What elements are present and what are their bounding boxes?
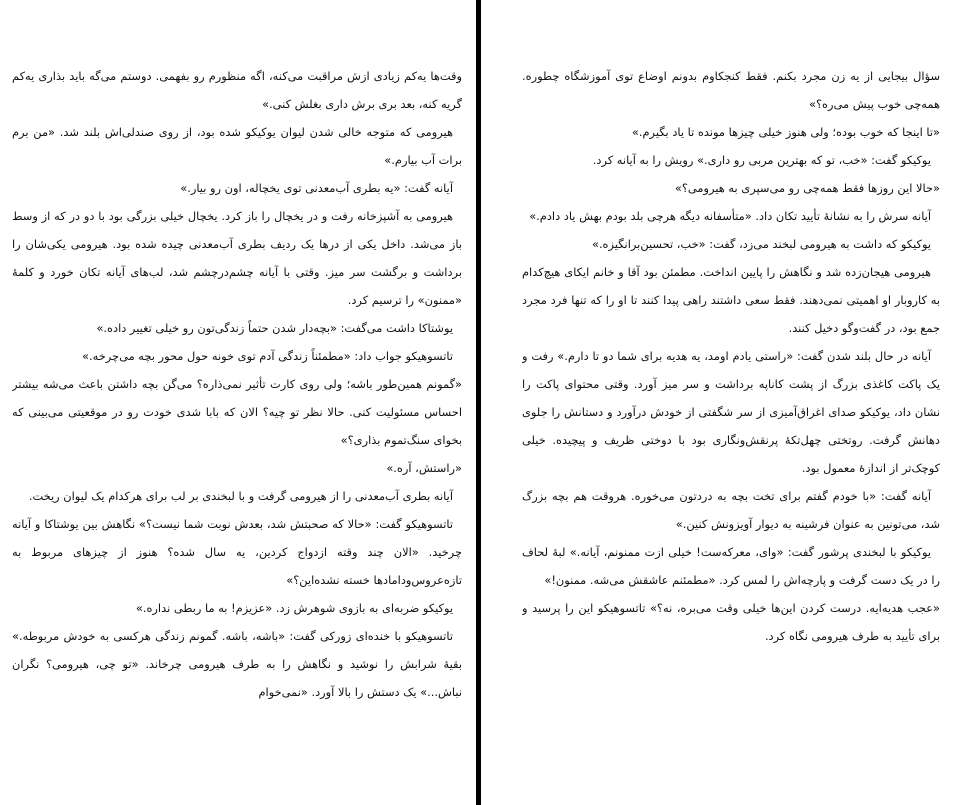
paragraph: سؤال بیجایی از یه زن مجرد بکنم. فقط کنجکاوم بدونم اوضاع توی آموزشگاه چطوره. همه‌چی خوب پیش می‌ره؟» <box>522 69 940 111</box>
paragraph: هیرومی هیجان‌زده شد و نگاهش را پایین انداخت. مطمئن بود آقا و خانم ایکای هیچ‌کدام به کاروبار او اهمیتی نمی‌دهند. فقط سعی داشتند راهی پیدا کنند تا او را که تنها فرد مجرد جمع بود، در گفت‌وگو دخیل کنند. <box>522 265 940 335</box>
paragraph: «عجب هدیه‌ایه. درست کردن این‌ها خیلی وقت می‌بره، نه؟» تاتسوهیکو این را پرسید و برای تأیید به طرف هیرومی نگاه کرد. <box>522 601 940 643</box>
paragraph: «حالا این روزها فقط همه‌چی رو می‌سپری به هیرومی؟» <box>674 181 940 195</box>
paragraph: یوکیکو با لبخندی پرشور گفت: «وای، معرکه‌ست! خیلی ازت ممنونم، آیانه.» لبهٔ لحاف را در یک دست گرفت و پارچه‌اش را لمس کرد. «مطمئنم عاشقش می‌شه. ممنون!» <box>522 545 940 587</box>
paragraph: آیانه گفت: «با خودم گفتم برای تخت بچه به دردتون می‌خوره. هروقت هم بچه بزرگ شد، می‌تونین به عنوان فرشینه به دیوار آویزونش کنین.» <box>522 489 940 531</box>
paragraph: تاتسوهیکو گفت: «حالا که صحبتش شد، بعدش نوبت شما نیست؟» نگاهش بین یوشتاکا و آیانه چرخید. «الان چند وقته ازدواج کردین، یه سال شده؟ هنوز از چیزهای مربوط به تازه‌عروس‌ودامادها خسته نشده‌این؟» <box>12 517 462 587</box>
paragraph: تاتسوهیکو جواب داد: «مطمئناً زندگی آدم توی خونه حول محور بچه می‌چرخه.» <box>82 349 453 363</box>
paragraph: آیانه در حال بلند شدن گفت: «راستی یادم اومد، یه هدیه برای شما دو تا دارم.» رفت و یک پاکت کاغذی بزرگ از پشت کاناپه برداشت و سر میز آورد. وقتی محتوای پاکت را نشان داد، یوکیکو صدای اغراق‌آمیزی از سر شگفتی از خودش درآورد و دستانش را جلوی دهانش گرفت. روتختی چهل‌تکهٔ پرنقش‌ونگاری بود با دوختی ظریف و پیچیده. خیلی کوچک‌تر از اندازهٔ معمول بود. <box>522 349 940 475</box>
paragraph: یوکیکو که داشت به هیرومی لبخند می‌زد، گفت: «خب، تحسین‌برانگیزه.» <box>591 237 931 251</box>
paragraph: آیانه گفت: «یه بطری آب‌معدنی توی یخچاله، اون رو بیار.» <box>180 181 453 195</box>
right-page <box>522 62 940 762</box>
paragraph: یوکیکو گفت: «خب، تو که بهترین مربی رو داری.» رویش را به آیانه کرد. <box>592 153 931 167</box>
paragraph: تاتسوهیکو با خنده‌ای زورکی گفت: «باشه، باشه. گمونم زندگی هرکسی به خودش مربوطه.» بقیهٔ شرابش را نوشید و نگاهش را به طرف هیرومی چرخاند. «تو چی، هیرومی؟ نگران نباش...» یک دستش را بالا آورد. «نمی‌خوام <box>12 629 462 699</box>
paragraph: آیانه بطری آب‌معدنی را از هیرومی گرفت و با لبخندی بر لب برای هرکدام یک لیوان ریخت. <box>28 489 453 503</box>
paragraph: «گمونم همین‌طور باشه؛ ولی روی کارت تأثیر نمی‌ذاره؟ می‌گن بچه داشتن باعث می‌شه بیشتر احساس مسئولیت کنی. حالا نظر تو چیه؟ الان که بابا شدی خودت رو در موقعیتی می‌بینی که بخوای سنگ‌تموم بذاری؟» <box>12 377 462 447</box>
paragraph: هیرومی به آشپزخانه رفت و در یخچال را باز کرد. یخچال خیلی بزرگی بود با دو در که از وسط باز می‌شد. داخل یکی از درها یک ردیف بطری آب‌معدنی چیده شده بود. هیرومی یکی‌شان را برداشت و برگشت سر میز. وقتی با آیانه چشم‌درچشم شد، لب‌های آیانه تکان خورد و کلمهٔ «ممنون» را ترسیم کرد. <box>12 209 462 307</box>
paragraph: «تا اینجا که خوب بوده؛ ولی هنوز خیلی چیزها مونده تا یاد بگیرم.» <box>631 125 940 139</box>
paragraph: وقت‌ها یه‌کم زیادی ازش مراقبت می‌کنه، اگه منظورم رو بفهمی. دوستم می‌گه باید بذاری یه‌کم گریه کنه، بعد بری برش داری بغلش کنی.» <box>12 69 462 111</box>
paragraph: یوشتاکا داشت می‌گفت: «بچه‌دار شدن حتماً زندگی‌تون رو خیلی تغییر داده.» <box>96 321 453 335</box>
paragraph: آیانه سرش را به نشانهٔ تأیید تکان داد. «متأسفانه دیگه هرچی بلد بودم بهش یاد دادم.» <box>529 209 931 223</box>
paragraph: یوکیکو ضربه‌ای به بازوی شوهرش زد. «عزیزم! به ما ربطی نداره.» <box>135 601 453 615</box>
paragraph: هیرومی که متوجه خالی شدن لیوان یوکیکو شده بود، از روی صندلی‌اش بلند شد. «من برم برات آب بیارم.» <box>12 125 462 167</box>
page-gutter-divider <box>476 0 481 805</box>
paragraph: «راستش، آره.» <box>386 461 462 475</box>
left-page <box>12 62 462 762</box>
